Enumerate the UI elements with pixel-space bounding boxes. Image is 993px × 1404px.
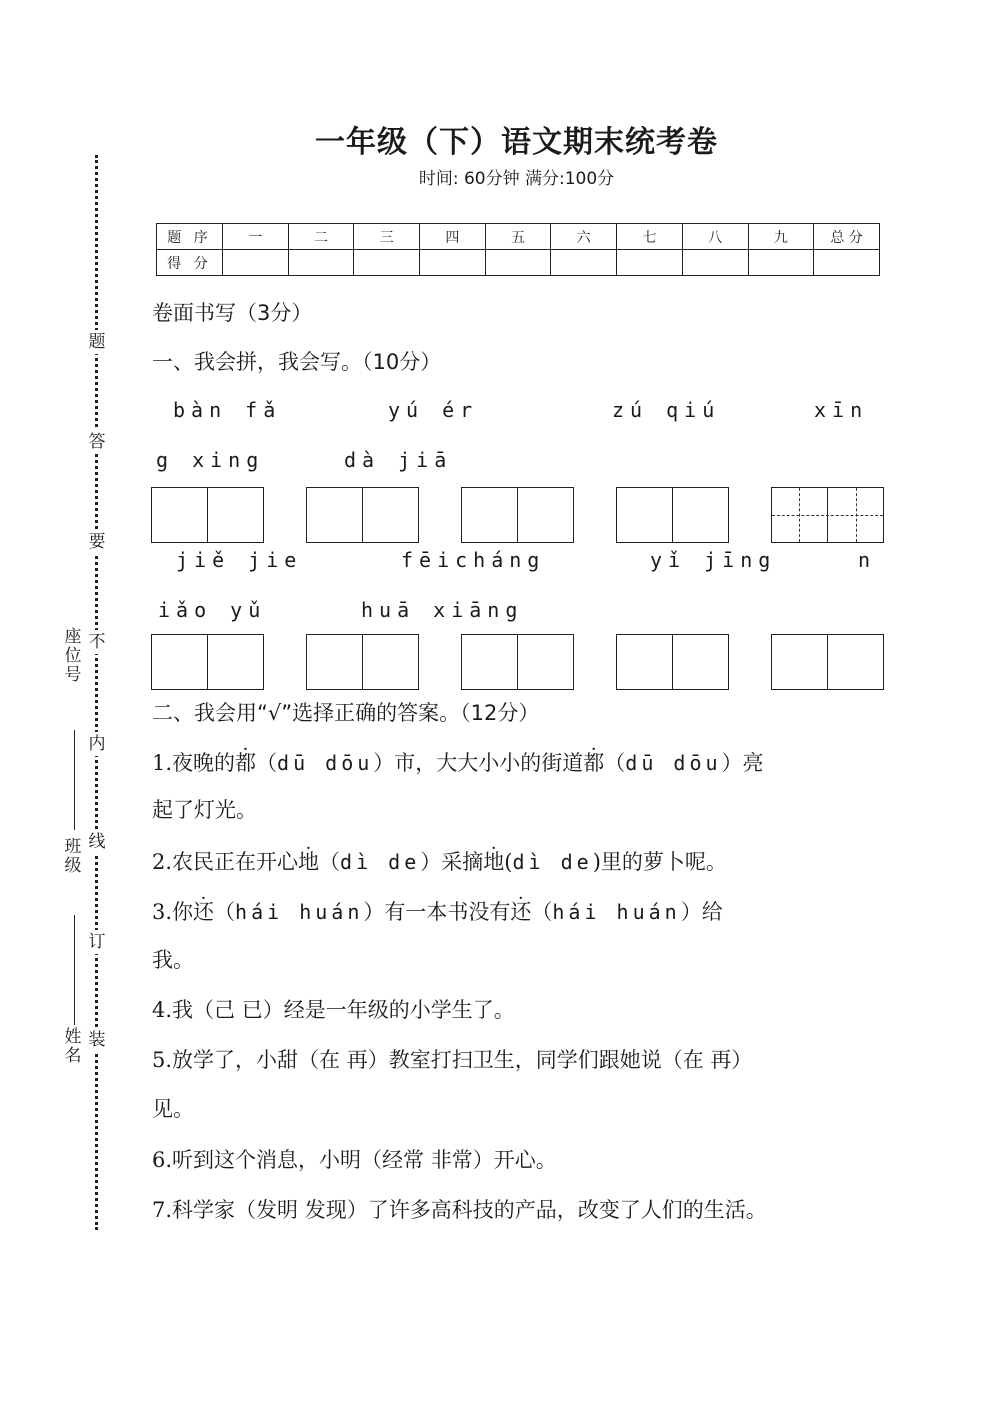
exam-subtitle: 时间: 60分钟 满分:100分: [418, 169, 615, 189]
question-7: 7.科学家（发明 发现）了许多高科技的产品，改变了人们的生活。: [152, 1198, 767, 1222]
question-text: ）市，大大小小的街道: [373, 751, 584, 775]
score-table-score-row: [157, 250, 880, 276]
question-1: [152, 750, 887, 776]
score-table: [156, 223, 880, 276]
dotted-char: 地: [483, 850, 505, 874]
handwriting-heading: 卷面书写（3分）: [152, 301, 313, 325]
writing-box[interactable]: [771, 487, 884, 543]
score-input-cell[interactable]: [354, 250, 420, 276]
question-4: 4.我（己 已）经是一年级的小学生了。: [152, 998, 515, 1022]
binding-dotted-line: [95, 155, 98, 1230]
writing-box[interactable]: [151, 487, 264, 543]
score-input-cell[interactable]: [682, 250, 748, 276]
pinyin-text: bàn fǎ: [173, 398, 282, 422]
pinyin-text: xīn: [814, 398, 869, 422]
section-2-title: 二、我会用“√”选择正确的答案。（12分）: [152, 701, 540, 725]
pinyin-text: zú qiú: [612, 398, 721, 422]
seal-char: 不: [84, 630, 110, 654]
question-text: （: [531, 900, 553, 924]
question-text: （: [604, 751, 626, 775]
dotted-char: 地: [298, 850, 320, 874]
question-text: ）给: [680, 900, 723, 924]
class-field-line[interactable]: [74, 730, 75, 830]
question-6: 6.听到这个消息，小明（经常 非常）开心。: [152, 1148, 557, 1172]
table-cell: 八: [682, 224, 748, 250]
question-5-continued: 见。: [152, 1097, 194, 1121]
table-cell: 三: [354, 224, 420, 250]
score-input-cell[interactable]: [617, 250, 683, 276]
dotted-char: 都: [583, 751, 605, 775]
writing-box[interactable]: [306, 634, 419, 690]
class-label: 班 级: [64, 837, 82, 876]
table-cell: 二: [288, 224, 354, 250]
pinyin-text: dà jiā: [344, 448, 453, 472]
table-cell: 四: [420, 224, 486, 250]
score-input-cell[interactable]: [814, 250, 880, 276]
score-table-header-row: [157, 224, 880, 250]
seal-char: 要: [84, 530, 110, 554]
writing-box[interactable]: [306, 487, 419, 543]
writing-box[interactable]: [461, 487, 574, 543]
exam-title: 一年级（下）语文期末统考卷: [315, 125, 718, 160]
pinyin-text: jiě jie: [176, 548, 303, 572]
question-text: （: [256, 751, 278, 775]
writing-box[interactable]: [616, 634, 729, 690]
seal-char: 线: [84, 830, 110, 854]
dotted-char: 还: [193, 900, 215, 924]
table-cell: 得 分: [157, 250, 223, 276]
pinyin-text: fēicháng: [401, 548, 546, 572]
writing-box[interactable]: [461, 634, 574, 690]
question-3: [152, 899, 887, 925]
question-1-continued: 起了灯光。: [152, 798, 257, 822]
score-input-cell[interactable]: [288, 250, 354, 276]
writing-box[interactable]: [151, 634, 264, 690]
pinyin-text: yǐ jīng: [650, 548, 777, 572]
question-text: 2.农民正在开心: [152, 850, 299, 874]
answer-options[interactable]: dì de: [340, 850, 421, 874]
writing-box[interactable]: [616, 487, 729, 543]
question-text: )里的萝卜呢。: [592, 850, 727, 874]
table-cell: 九: [748, 224, 814, 250]
score-input-cell[interactable]: [223, 250, 289, 276]
score-input-cell[interactable]: [551, 250, 617, 276]
answer-options[interactable]: hái huán: [235, 900, 364, 924]
table-cell: 题 序: [157, 224, 223, 250]
question-text: （: [319, 850, 341, 874]
answer-options[interactable]: dì de: [512, 850, 593, 874]
score-input-cell[interactable]: [420, 250, 486, 276]
answer-options[interactable]: hái huán: [552, 900, 681, 924]
question-text: (: [504, 850, 513, 874]
dotted-char: 还: [510, 900, 532, 924]
question-text: （: [214, 900, 236, 924]
seal-char: 装: [84, 1028, 110, 1052]
section-1-title: 一、我会拼，我会写。（10分）: [152, 350, 442, 374]
question-5: 5.放学了，小甜（在 再）教室打扫卫生，同学们跟她说（在 再）: [152, 1048, 753, 1072]
pinyin-text: g xing: [156, 448, 265, 472]
seal-char: 内: [84, 732, 110, 756]
name-label: 姓 名: [64, 1027, 82, 1066]
question-text: 3.你: [152, 900, 194, 924]
seal-char: 题: [84, 330, 110, 354]
name-field-line[interactable]: [74, 915, 75, 1025]
question-text: ）采摘: [420, 850, 484, 874]
pinyin-text: huā xiāng: [361, 598, 524, 622]
answer-options[interactable]: dū dōu: [625, 751, 722, 775]
score-input-cell[interactable]: [748, 250, 814, 276]
seat-number-label: 座 位 号: [64, 627, 82, 685]
seal-char: 订: [84, 930, 110, 954]
pinyin-text: iǎo yǔ: [158, 598, 267, 622]
pinyin-text: n: [858, 548, 877, 572]
question-text: ）亮: [721, 751, 764, 775]
answer-options[interactable]: dū dōu: [277, 751, 374, 775]
table-cell: 七: [617, 224, 683, 250]
writing-box[interactable]: [771, 634, 884, 690]
seal-char: 答: [84, 430, 110, 454]
score-input-cell[interactable]: [485, 250, 551, 276]
table-cell: 六: [551, 224, 617, 250]
table-cell: 一: [223, 224, 289, 250]
question-2: [152, 849, 887, 875]
pinyin-text: yú ér: [388, 398, 479, 422]
question-3-continued: 我。: [152, 948, 194, 972]
question-text: 1.夜晚的: [152, 751, 236, 775]
table-cell: 五: [485, 224, 551, 250]
dotted-char: 都: [235, 751, 257, 775]
table-cell: 总 分: [814, 224, 880, 250]
question-text: ）有一本书没有: [363, 900, 511, 924]
